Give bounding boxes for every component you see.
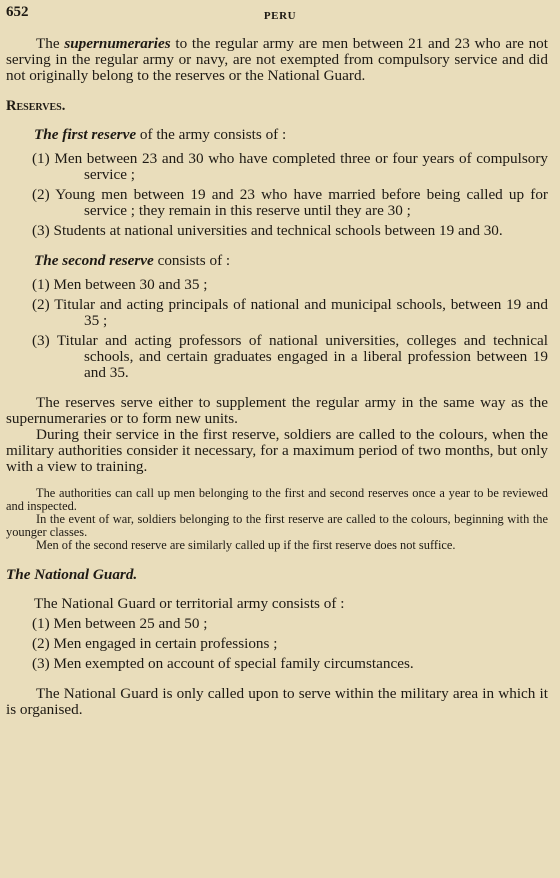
paragraph-lead: The — [36, 35, 65, 52]
national-guard-closing: The National Guard is only called upon to serve within the military area in which it is organised. — [6, 685, 548, 718]
reserves-note-2: In the event of war, soldiers belonging to the first reserve are called to the colours, beginning with the younger classes. — [6, 512, 548, 539]
page-number: 652 — [6, 4, 29, 20]
national-guard-heading: The National Guard. — [6, 566, 138, 583]
first-reserve-rest: of the army consists of : — [136, 126, 287, 143]
page-header — [0, 2, 560, 28]
reserves-note-1: The authorities can call up men belonging to the first and second reserves once a year to be reviewed and inspected. — [6, 486, 548, 513]
supernumeraries-text: to the regular army are men between 21 and 23 who are not serving in the regular army or navy, are not exempted from compulsory service and did not originally belong to the reserves or the National Guard. — [6, 35, 548, 84]
reserves-note-3: Men of the second reserve are similarly called up if the first reserve does not suffice. — [36, 538, 456, 552]
national-guard-intro: The National Guard or territorial army consists of : — [34, 595, 345, 612]
running-title: PERU — [263, 10, 297, 22]
national-guard-item-3: (3) Men exempted on account of special family circumstances. — [32, 655, 414, 672]
page-body — [6, 36, 548, 718]
reserves-paragraph-1: The reserves serve either to supplement the regular army in the same way as the supernumeraries or to form new units. — [6, 394, 548, 427]
second-reserve-rest: consists of : — [153, 252, 231, 269]
first-reserve-term: The first reserve — [34, 126, 137, 143]
supernumeraries-term: supernumeraries — [64, 35, 171, 52]
supernumeraries-paragraph — [6, 36, 548, 84]
reserves-heading: Reserves. — [6, 98, 66, 114]
second-reserve-item-3: (3) Titular and acting professors of national universities, colleges and technical schools, and certain graduates engaged in a liberal profession between 19 and 35. — [32, 332, 548, 381]
second-reserve-intro — [6, 253, 548, 269]
second-reserve-term: The second reserve — [34, 252, 154, 269]
national-guard-item-1: (1) Men between 25 and 50 ; — [32, 615, 208, 632]
first-reserve-item-2: (2) Young men between 19 and 23 who have married before being called up for service ; they remain in this reserve until they are 30 ; — [32, 186, 548, 219]
second-reserve-item-2: (2) Titular and acting principals of national and municipal schools, between 19 and 35 ; — [32, 296, 548, 329]
first-reserve-intro — [6, 127, 548, 143]
first-reserve-item-3: (3) Students at national universities and technical schools between 19 and 30. — [32, 222, 503, 239]
first-reserve-item-1: (1) Men between 23 and 30 who have completed three or four years of compulsory service ; — [32, 150, 548, 183]
reserves-paragraph-2: During their service in the first reserve, soldiers are called to the colours, when the military authorities consider it necessary, for a maximum period of two months, but only with a view to training. — [6, 426, 548, 475]
national-guard-item-2: (2) Men engaged in certain professions ; — [32, 635, 278, 652]
second-reserve-item-1: (1) Men between 30 and 35 ; — [32, 276, 208, 293]
